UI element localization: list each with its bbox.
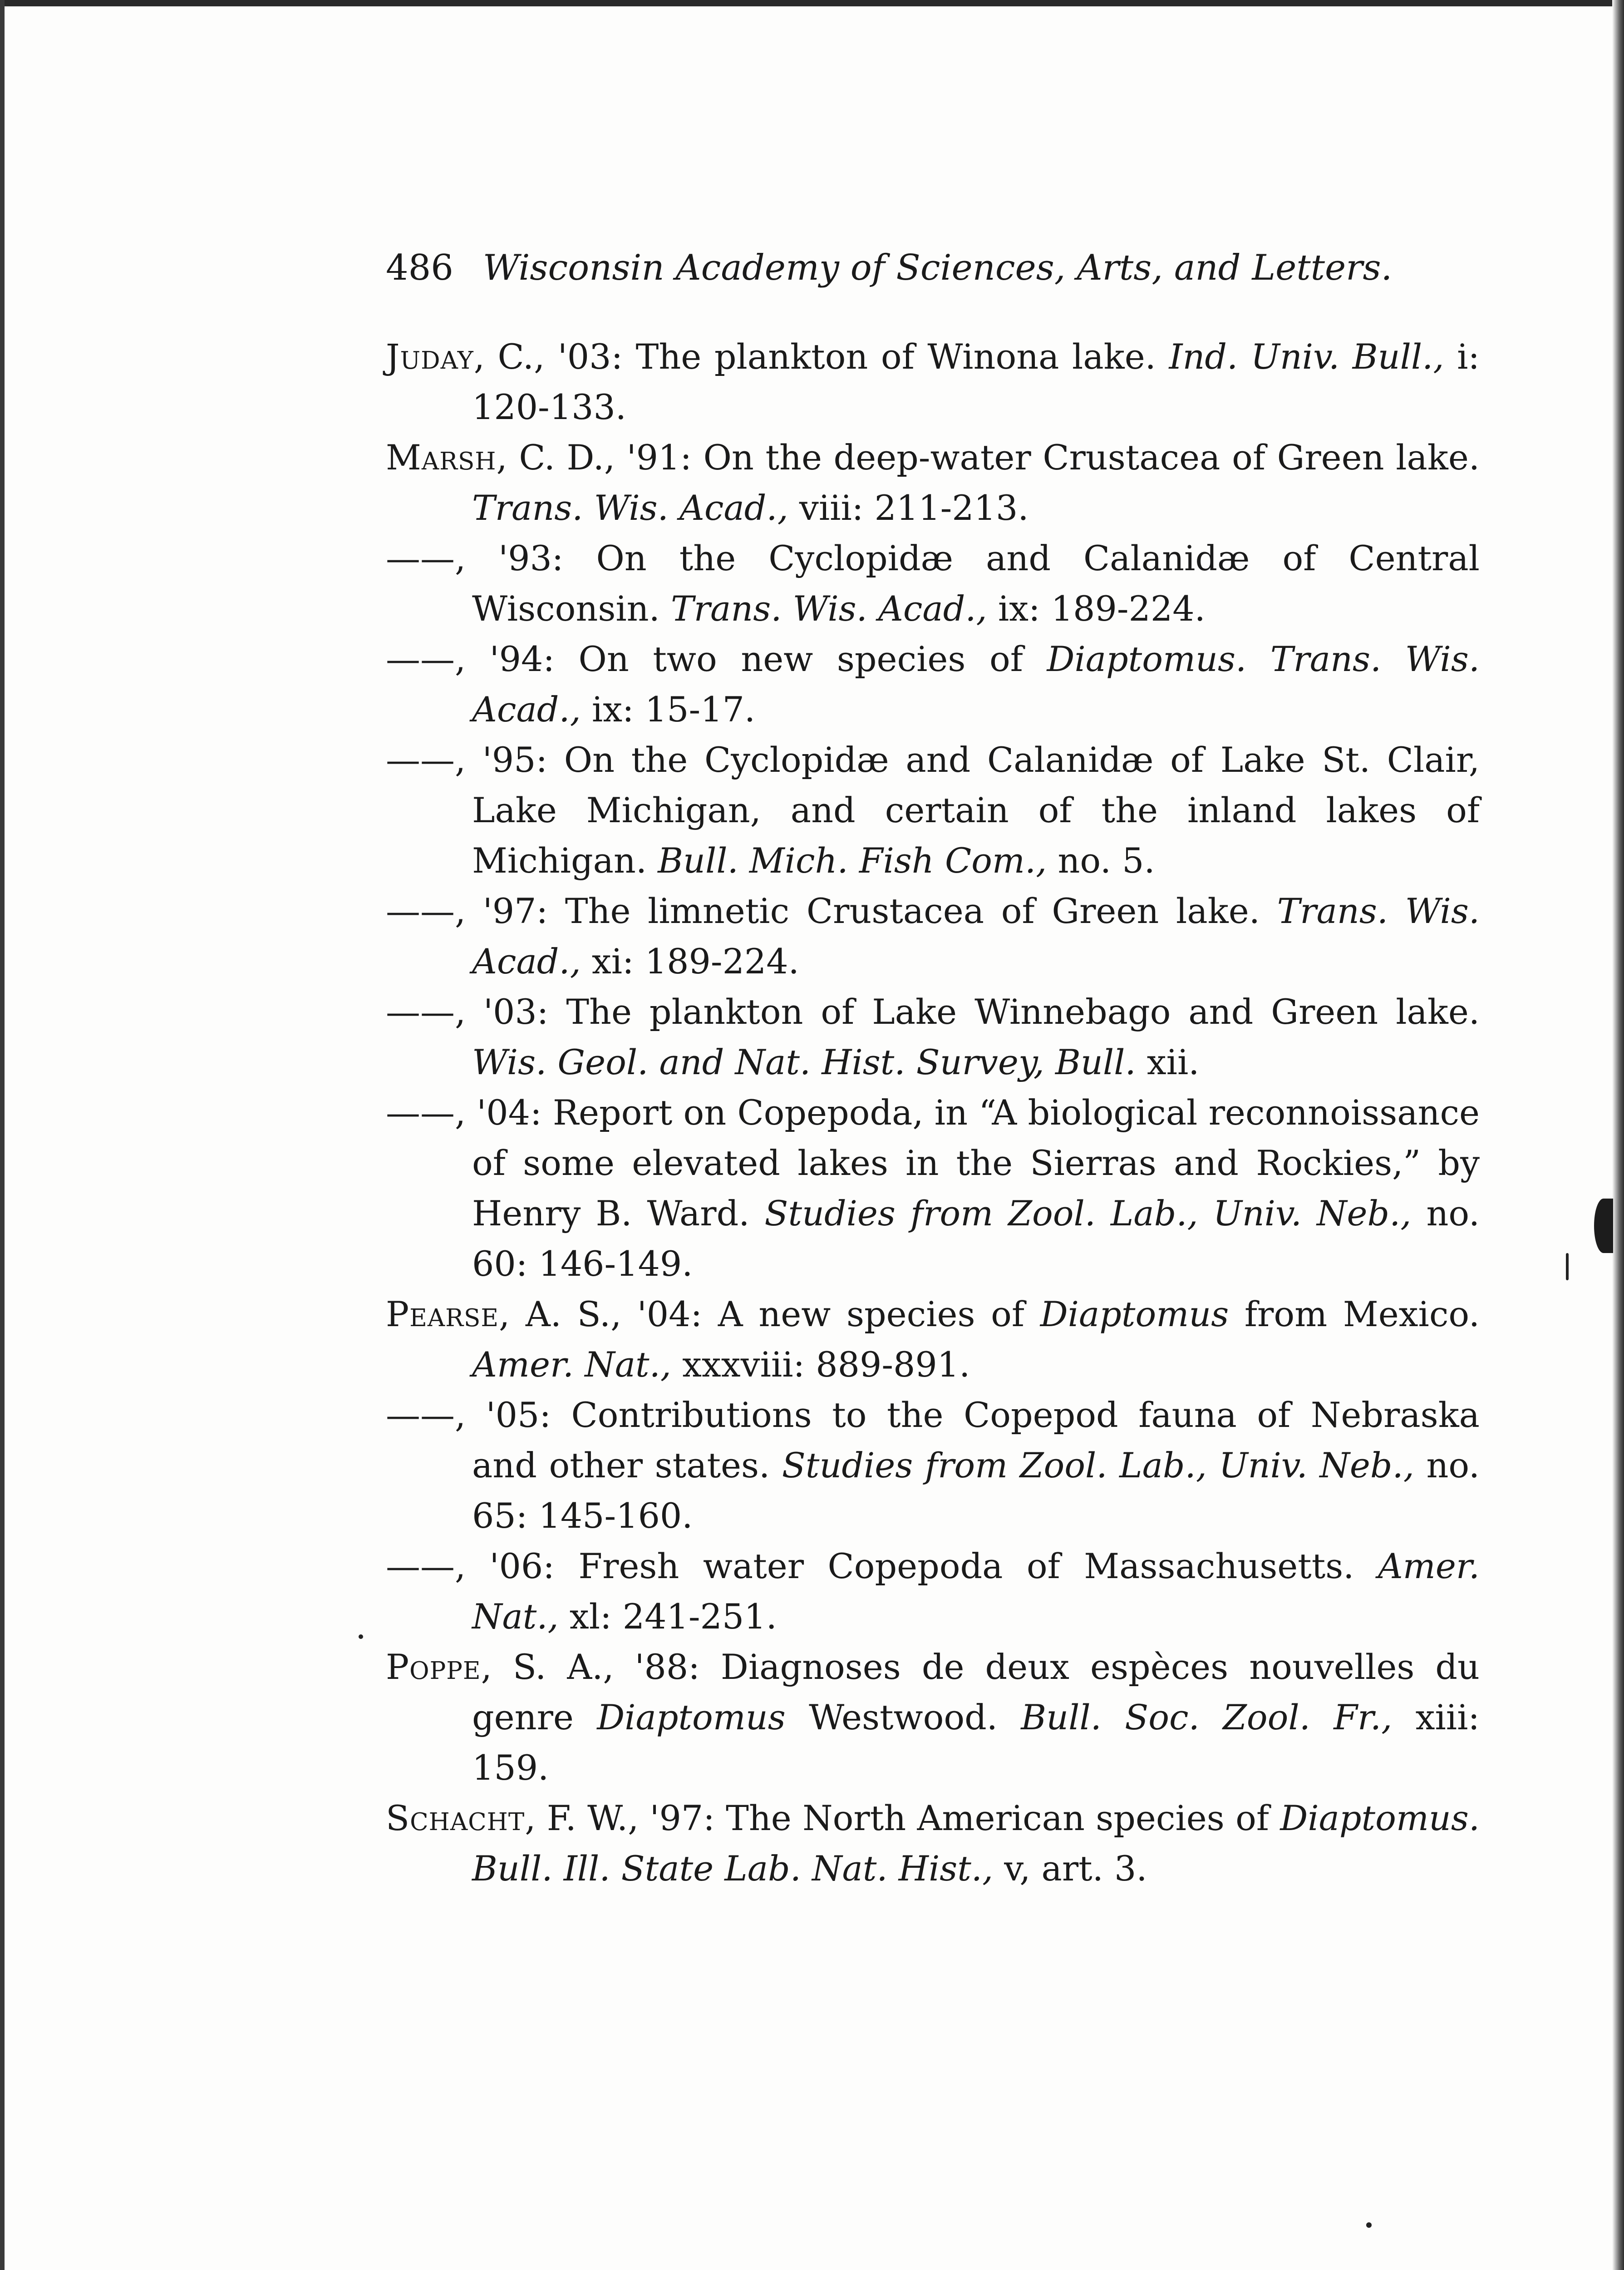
entry-author: Schacht: [386, 1798, 525, 1838]
entry-author: Marsh: [386, 437, 497, 478]
entry-author-ditto: ——: [386, 639, 455, 679]
scan-edge-top: [0, 0, 1624, 6]
bibliography-entry: [386, 1390, 1480, 1541]
entry-text: xxxviii: 889-891.: [671, 1344, 970, 1385]
entry-citation: Amer. Nat.,: [472, 1344, 671, 1385]
bibliography-entry: [386, 331, 1480, 432]
page-number: 486: [386, 247, 453, 288]
entry-author-ditto: ——: [386, 1395, 455, 1435]
scan-edge-left: [0, 0, 5, 2270]
entry-author: Pearse: [386, 1294, 499, 1334]
scan-speck: [1366, 2222, 1372, 2228]
entry-author-ditto: ——: [386, 538, 455, 578]
bibliography-entry: [386, 987, 1480, 1087]
entry-text: , '05: Contributions to the Copepod fauna of Nebraska and other states.: [455, 1395, 1480, 1485]
entry-text: xl: 241-251.: [558, 1596, 777, 1637]
entry-citation: Trans. Wis. Acad.,: [670, 588, 987, 629]
entry-citation: Studies from Zool. Lab., Univ. Neb.,: [782, 1445, 1414, 1485]
entry-taxon: Diaptomus: [1040, 1294, 1229, 1334]
bibliography-entry: [386, 1642, 1480, 1793]
entry-citation: Trans. Wis. Acad.,: [472, 891, 1480, 982]
running-head: [386, 245, 1393, 291]
entry-text: , '95: On the Cyclopidæ and Calanidæ of Lake St. Clair, Lake Michigan, and certain of the inland lakes of Michigan.: [455, 740, 1480, 881]
entry-citation: Trans. Wis. Acad.,: [472, 488, 788, 528]
binding-clip-mark: [1594, 1199, 1613, 1253]
bibliography-entry: [386, 634, 1480, 735]
entry-text: , '93: On the Cyclopidæ and Calanidæ of Central Wisconsin.: [455, 538, 1480, 629]
entry-text: , '97: The limnetic Crustacea of Green lake.: [455, 891, 1277, 931]
bibliography-entry: [386, 432, 1480, 533]
entry-citation: Bull. Mich. Fish Com.,: [658, 840, 1047, 881]
bibliography-entry: [386, 735, 1480, 886]
entry-text: , C., '03: The plankton of Winona lake.: [473, 336, 1169, 377]
entry-text: i: 120-133.: [472, 336, 1480, 427]
entry-text: xiii: 159.: [472, 1697, 1480, 1788]
entry-text: , '03: The plankton of Lake Winnebago and Green lake.: [455, 992, 1480, 1032]
bibliography-entry: [386, 1289, 1480, 1390]
entry-text: xii.: [1136, 1042, 1200, 1082]
entry-author: Juday: [386, 336, 474, 377]
entry-citation: Bull. Ill. State Lab. Nat. Hist.,: [472, 1848, 994, 1889]
entry-text: viii: 211-213.: [788, 488, 1029, 528]
entry-taxon: Diaptomus: [597, 1697, 786, 1737]
entry-text: , '04: Report on Copepoda, in “A biological reconnoissance of some elevated lakes in the Sierras and Rockies,” by Henry B. Ward.: [455, 1092, 1480, 1234]
entry-text: no. 60: 146-149.: [472, 1193, 1480, 1284]
entry-author: Poppe: [386, 1647, 481, 1687]
entry-text: no. 5.: [1047, 840, 1155, 881]
entry-text: , '06: Fresh water Copepoda of Massachusetts.: [455, 1546, 1378, 1586]
entry-text: , S. A., '88: Diagnoses de deux espèces nouvelles du genre: [472, 1647, 1480, 1737]
entry-text: , C. D., '91: On the deep-water Crustacea of Green lake.: [496, 437, 1480, 478]
entry-taxon: Diaptomus.: [1047, 639, 1247, 679]
bibliography-entry: [386, 1793, 1480, 1894]
entry-author-ditto: ——: [386, 1092, 455, 1133]
entry-author-ditto: ——: [386, 891, 455, 931]
entry-text: , '94: On two new species of: [455, 639, 1047, 679]
entry-text: [1246, 639, 1270, 679]
entry-citation: Amer. Nat.,: [472, 1546, 1480, 1637]
entry-text: Westwood.: [785, 1697, 1021, 1737]
scan-speck: [359, 1634, 363, 1639]
entry-text: , F. W., '97: The North American species of: [525, 1798, 1280, 1838]
scan-speck: [1566, 1253, 1569, 1280]
entry-citation: Trans. Wis. Acad.,: [472, 639, 1480, 730]
entry-author-ditto: ——: [386, 992, 455, 1032]
entry-text: , A. S., '04: A new species of: [499, 1294, 1040, 1334]
entry-citation: Studies from Zool. Lab., Univ. Neb.,: [764, 1193, 1412, 1234]
entry-taxon: Diaptomus.: [1280, 1798, 1480, 1838]
scan-edge-right: [1612, 0, 1624, 2270]
entry-text: no. 65: 145-160.: [472, 1445, 1480, 1536]
entry-citation: Bull. Soc. Zool. Fr.,: [1021, 1697, 1393, 1737]
bibliography-list: [386, 331, 1480, 1894]
entry-author-ditto: ——: [386, 740, 455, 780]
journal-title: Wisconsin Academy of Sciences, Arts, and Letters.: [482, 247, 1393, 288]
bibliography-entry: [386, 1541, 1480, 1642]
entry-citation: Ind. Univ. Bull.,: [1169, 336, 1444, 377]
entry-text: ix: 15-17.: [581, 689, 756, 730]
entry-text: v, art. 3.: [993, 1848, 1147, 1889]
entry-text: ix: 189-224.: [987, 588, 1206, 629]
entry-citation: Wis. Geol. and Nat. Hist. Survey, Bull.: [472, 1042, 1136, 1082]
entry-author-ditto: ——: [386, 1546, 455, 1586]
entry-text: xi: 189-224.: [581, 941, 799, 982]
bibliography-entry: [386, 533, 1480, 634]
bibliography-entry: [386, 886, 1480, 987]
entry-text: from Mexico.: [1229, 1294, 1480, 1334]
bibliography-entry: [386, 1087, 1480, 1289]
